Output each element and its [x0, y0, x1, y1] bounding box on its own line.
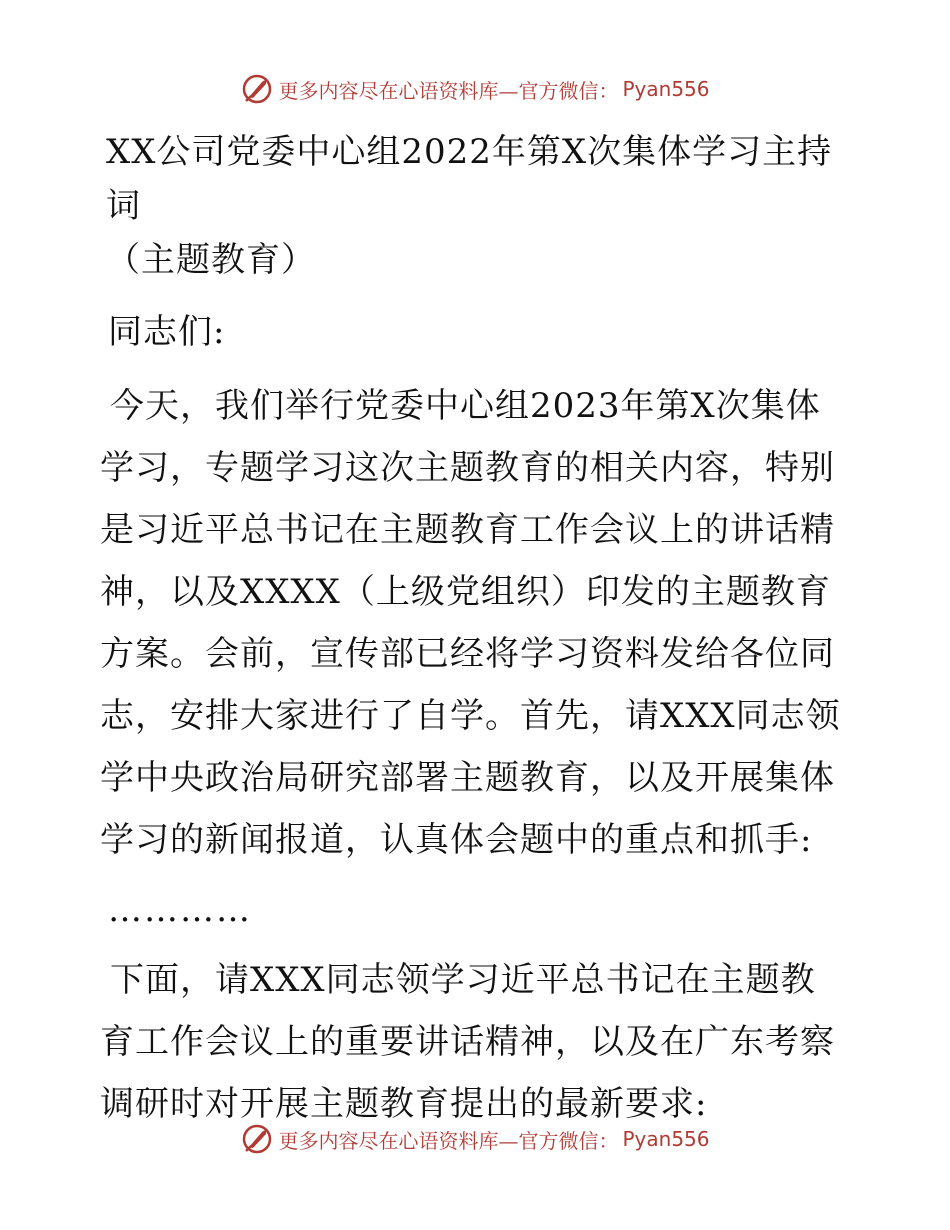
title-line-1: XX公司党委中心组2022年第X次集体学习主持词	[106, 132, 833, 226]
quill-pen-logo-icon	[240, 72, 274, 106]
watermark-wechat-id: Pyan556	[622, 1127, 710, 1151]
document-body	[100, 125, 850, 1135]
watermark-banner-bottom	[0, 1122, 950, 1156]
watermark-text: 更多内容尽在心语资料库—官方微信：	[278, 78, 619, 103]
watermark-text: 更多内容尽在心语资料库—官方微信：	[278, 1128, 619, 1153]
quill-pen-logo-icon	[240, 1122, 274, 1156]
watermark-banner-top	[0, 72, 950, 106]
document-title	[106, 125, 850, 287]
paragraph-intro: 今天，我们举行党委中心组2023年第X次集体学习，专题学习这次主题教育的相关内容，特别是习近平总书记在主题教育工作会议上的讲话精神，以及XXXX（上级党组织）印发的主题教育方案。会前，宣传部已经将学习资料发给各位同志，安排大家进行了自学。首先，请XXX同志领学中央政治局研究部署主题教育，以及开展集体学习的新闻报道，认真体会题中的重点和抓手:	[100, 386, 841, 860]
title-line-2: （主题教育）	[106, 240, 316, 280]
ellipsis-line: …………	[108, 890, 252, 930]
greeting: 同志们:	[108, 312, 226, 352]
watermark-wechat-id: Pyan556	[622, 77, 710, 101]
paragraph-next: 下面，请XXX同志领学习近平总书记在主题教育工作会议上的重要讲话精神，以及在广东考察调研时对开展主题教育提出的最新要求:	[100, 960, 835, 1124]
